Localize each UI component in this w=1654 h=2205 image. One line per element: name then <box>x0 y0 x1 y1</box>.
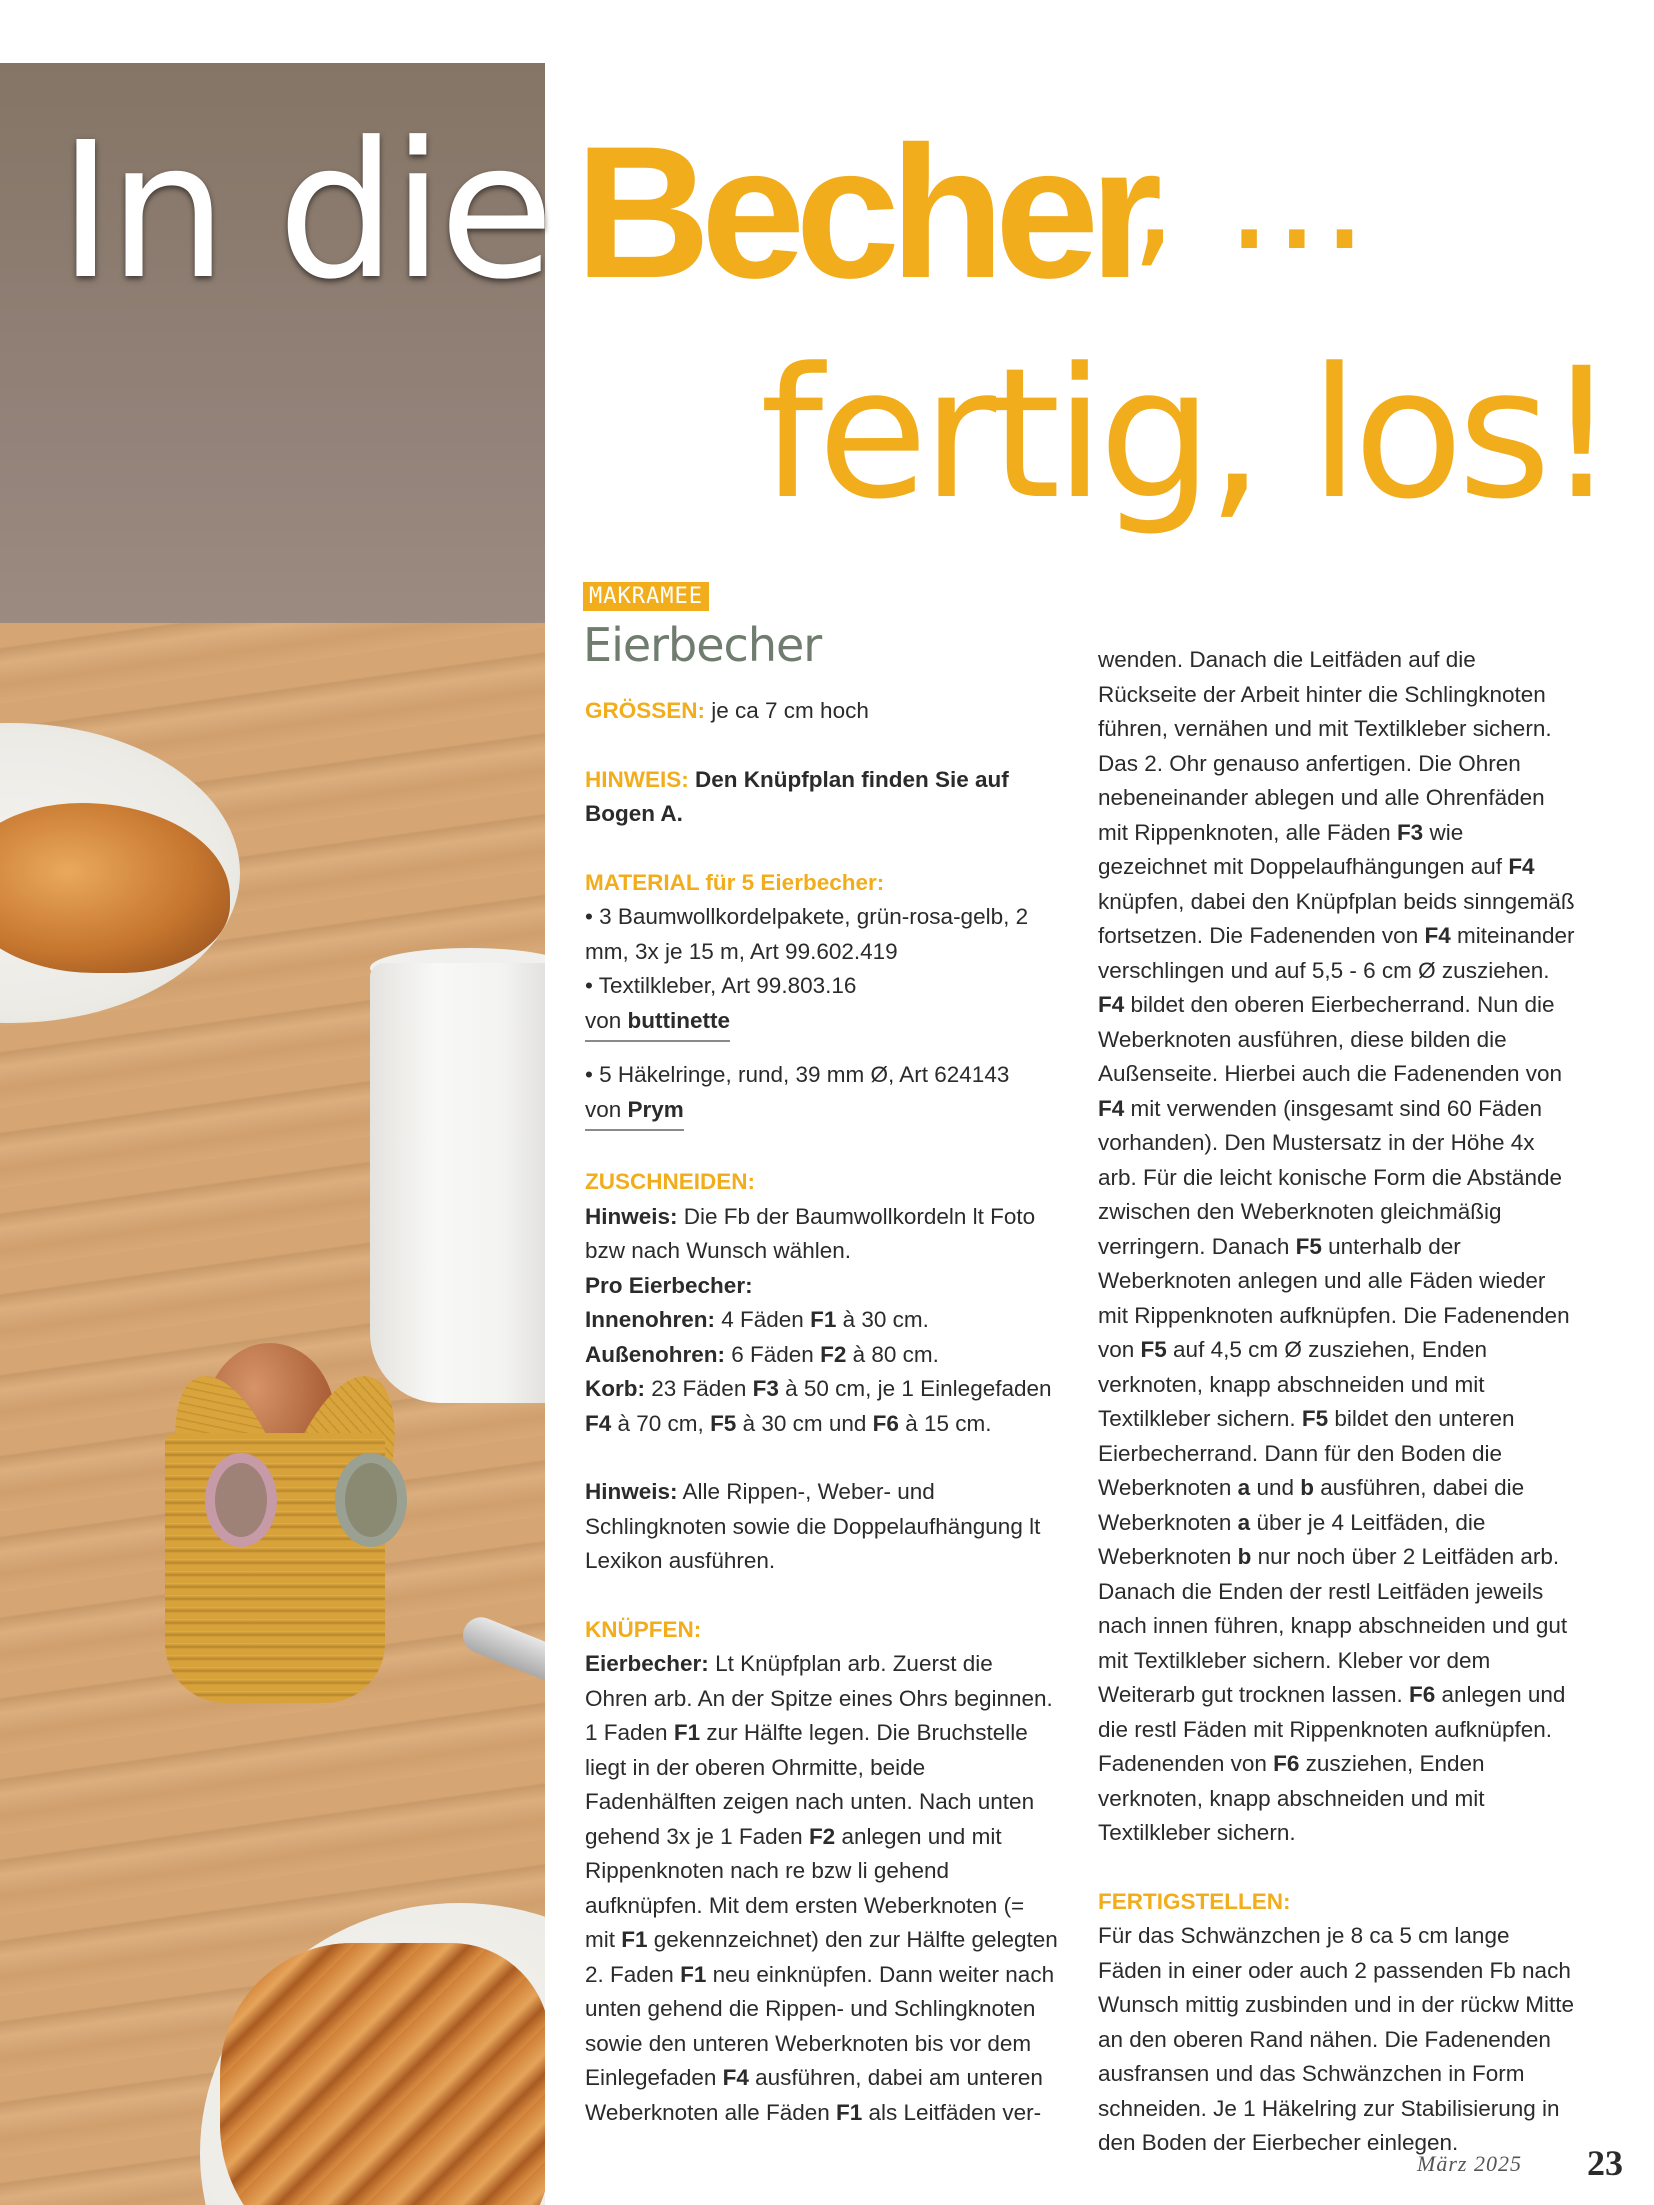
knuepfen-text: anlegen und mit Rippenknoten nach re bzw li gehend aufknüpfen. Mit dem ersten Weberknoten (= mit <box>585 1823 1025 1952</box>
headline-dots: , ... <box>1130 110 1369 284</box>
knuepfen-text: ausführen, dabei am unteren Weberknoten alle Fäden <box>585 2065 1043 2125</box>
supplier-buttinette <box>585 1004 1060 1043</box>
hinweis2-text: Alle Rippen-, Weber- und Schlingknoten sowie die Doppelaufhängung lt Lexikon ausführen. <box>585 1479 1041 1573</box>
korb-text: à 15 cm. <box>898 1410 992 1436</box>
instruction-text: wie gezeichnet mit Doppelaufhängungen auf <box>1098 819 1509 879</box>
zuschneiden-heading: ZUSCHNEIDEN: <box>585 1169 756 1194</box>
instruction-text: miteinander verschlingen und auf 5,5 - 6 cm Ø zusziehen. <box>1098 923 1575 983</box>
knot-code: a <box>1237 1475 1251 1500</box>
text-column-right <box>1098 643 1576 2161</box>
hinweis2-label: Hinweis: <box>585 1479 678 1504</box>
korb-label: Korb: <box>585 1376 645 1401</box>
material-heading: MATERIAL für 5 Eierbecher: <box>585 869 885 895</box>
thread-code: F2 <box>820 1341 847 1367</box>
aussenohren-text: 6 Fäden <box>725 1341 821 1367</box>
thread-code: F1 <box>621 1927 648 1952</box>
zu-hinweis-text: Die Fb der Baumwollkordeln lt Foto bzw nach Wunsch wählen. <box>585 1203 1036 1263</box>
thread-code: F6 <box>872 1410 899 1436</box>
knot-code: b <box>1300 1475 1314 1500</box>
breakfast-photo <box>0 63 545 2205</box>
knot-code: a <box>1237 1509 1251 1535</box>
knot-code: b <box>1237 1544 1252 1569</box>
photo-ear-inner-green <box>335 1453 407 1547</box>
fertigstellen-paragraph: Für das Schwänzchen je 8 ca 5 cm lange Fäden in einer oder auch 2 passenden Fb nach Wunsch mittig zusbinden und in der rückw Mitte an den oberen Rand nähen. Die Fadenenden ausfransen und das Schwänzchen in Form schneiden. Je 1 Häkelring zur Stabilisierung in den Boden der Eierbecher einlegen. <box>1098 1923 1575 2155</box>
knuepfen-text: als Leitfäden ver- <box>862 2099 1042 2125</box>
groessen-paragraph <box>585 694 1060 729</box>
thread-code: F5 <box>1295 1233 1322 1259</box>
instruction-text: auf 4,5 cm Ø zusziehen, Enden verknoten, knapp abschneiden und mit Textilkleber sichern. <box>1098 1337 1487 1431</box>
innenohren-text: 4 Fäden <box>715 1307 811 1332</box>
thread-code: F4 <box>1508 854 1535 879</box>
material-item-2: • Textilkleber, Art 99.803.16 <box>585 973 857 998</box>
headline-fertig-los: fertig, los! <box>760 330 1612 539</box>
instruction-text: nur noch über 2 Leitfäden arb. Danach die Enden der restl Leitfäden jeweils nach innen führen, knapp abschneiden und gut mit Textilkleber sichern. Kleber vor dem Weiterarb gut trocknen lassen. <box>1098 1544 1568 1707</box>
groessen-label: GRÖSSEN: <box>585 698 706 723</box>
innenohren-length: à 30 cm. <box>836 1307 929 1332</box>
thread-code: F5 <box>710 1410 737 1436</box>
material-item-1: • 3 Baumwollkordelpakete, grün-rosa-gelb, 2 mm, 3x je 15 m, Art 99.602.419 <box>585 904 1029 964</box>
instruction-text: und <box>1250 1475 1301 1500</box>
aussenohren-line <box>585 1338 1060 1373</box>
thread-code: F1 <box>836 2099 863 2125</box>
knuepfen-text: gekennzeichnet) den zur Hälfte gelegten 2. Faden <box>585 1927 1058 1987</box>
thread-code: F4 <box>1424 923 1451 948</box>
instruction-text: bildet den oberen Eierbecherrand. Nun die Weberknoten ausführen, diese bilden die Außenseite. Hierbei auch die Fadenenden von <box>1098 992 1563 1086</box>
brand-prym: Prym <box>627 1096 684 1122</box>
korb-text: à 50 cm, je 1 Einlegefaden <box>778 1376 1052 1401</box>
thread-code: F6 <box>1273 1751 1300 1776</box>
groessen-value: je ca 7 cm hoch <box>705 698 869 723</box>
issue-date: März 2025 <box>1417 2151 1522 2176</box>
category-tag: MAKRAMEE <box>583 582 709 611</box>
thread-code: F6 <box>1409 1682 1436 1707</box>
thread-code: F4 <box>585 1410 612 1436</box>
aussenohren-length: à 80 cm. <box>846 1341 939 1367</box>
pro-eierbecher-label: Pro Eierbecher: <box>585 1272 753 1298</box>
knuepfen-text: Lt Knüpfplan arb. Zuerst die Ohren arb. An der Spitze eines Ohrs beginnen. 1 Faden <box>585 1651 1053 1745</box>
aussenohren-label: Außenohren: <box>585 1341 725 1367</box>
von-label-1: von <box>585 1007 628 1033</box>
thread-code: F4 <box>1098 992 1125 1017</box>
fertigstellen-heading: FERTIGSTELLEN: <box>1098 1888 1291 1914</box>
thread-code: F1 <box>810 1307 837 1332</box>
thread-code: F4 <box>722 2065 749 2090</box>
thread-code: F3 <box>752 1376 779 1401</box>
article-title: Eierbecher <box>583 618 822 672</box>
instruction-text: wenden. Danach die Leitfäden auf die Rückseite der Arbeit hinter die Schlingknoten führen, vernähen und mit Textilkleber sichern. Das 2. Ohr genauso anfertigen. Die Ohren nebeneinander ablegen und alle Ohrenfäden mit Rippenknoten, alle Fäden <box>1098 647 1552 845</box>
brand-buttinette: buttinette <box>627 1007 731 1033</box>
instruction-text: ausführen, dabei die Weberknoten <box>1098 1475 1525 1535</box>
von-label-2: von <box>585 1096 628 1122</box>
material-item-3: • 5 Häkelringe, rund, 39 mm Ø, Art 624143 <box>585 1062 1010 1087</box>
thread-code: F1 <box>680 1961 707 1987</box>
instruction-text: knüpfen, dabei den Knüpfplan beids sinngemäß fortsetzen. Die Fadenenden von <box>1098 888 1575 948</box>
thread-code: F5 <box>1140 1337 1167 1362</box>
thread-code: F2 <box>808 1823 836 1849</box>
korb-line <box>585 1372 1060 1441</box>
instruction-text: anlegen und die restl Fäden mit Rippenknoten aufknüpfen. Fadenenden von <box>1098 1682 1566 1776</box>
instruction-text: unterhalb der Weberknoten anlegen und alle Fäden wieder mit Rippenknoten aufknüpfen. Die Fadenenden von <box>1098 1233 1570 1362</box>
knuepfen-text: zur Hälfte legen. Die Bruchstelle liegt in der oberen Ohrmitte, beide Fadenhälften zeigen nach unten. Nach unten gehend 3x je 1 Faden <box>585 1720 1035 1849</box>
instructions-continued <box>1098 643 1576 1851</box>
korb-text: à 70 cm, <box>611 1410 711 1436</box>
eierbecher-label: Eierbecher: <box>585 1651 709 1676</box>
instruction-text: bildet den unteren Eierbecherrand. Dann für den Boden die Weberknoten <box>1098 1406 1515 1500</box>
korb-text: 23 Fäden <box>645 1376 753 1401</box>
thread-code: F3 <box>1396 819 1424 845</box>
photo-cup <box>370 963 545 1403</box>
instruction-text: zusziehen, Enden verknoten, knapp abschneiden und mit Textilkleber sichern. <box>1098 1751 1485 1845</box>
hinweis-text: Den Knüpfplan finden Sie auf Bogen A. <box>585 766 1009 826</box>
thread-code: F1 <box>673 1720 701 1745</box>
korb-text: à 30 cm und <box>736 1410 873 1436</box>
photo-croissant-bottom <box>220 1943 545 2205</box>
headline-becher: Becher <box>575 107 1153 317</box>
instruction-text: über je 4 Leitfäden, die Weberknoten <box>1098 1509 1486 1569</box>
text-column-left <box>585 694 1060 2130</box>
knuepfen-paragraph <box>585 1647 1060 2130</box>
hinweis-label: HINWEIS: <box>585 766 689 792</box>
hinweis2-paragraph <box>585 1475 1060 1579</box>
hinweis-paragraph <box>585 763 1060 832</box>
knuepfen-text: neu einknüpfen. Dann weiter nach unten gehend die Rippen- und Schlingknoten sowie den unteren Weberknoten bis vor dem Einlegefaden <box>585 1961 1055 2090</box>
knuepfen-heading: KNÜPFEN: <box>585 1616 702 1642</box>
thread-code: F5 <box>1301 1406 1329 1431</box>
thread-code: F4 <box>1098 1095 1125 1121</box>
headline-in-die: In die <box>58 102 550 321</box>
innenohren-label: Innenohren: <box>585 1307 715 1332</box>
innenohren-line <box>585 1303 1060 1338</box>
zuschneiden-hinweis <box>585 1200 1060 1269</box>
supplier-prym <box>585 1093 1060 1132</box>
instruction-text: mit verwenden (insgesamt sind 60 Fäden vorhanden). Den Mustersatz in der Höhe 4x arb. Für die leicht konische Form die Abstände zwischen den Weberknoten gleichmäßig verringern. Danach <box>1098 1095 1562 1259</box>
photo-ear-inner-pink <box>205 1453 277 1547</box>
page-number: 23 <box>1587 2143 1623 2183</box>
zu-hinweis-label: Hinweis: <box>585 1203 678 1229</box>
